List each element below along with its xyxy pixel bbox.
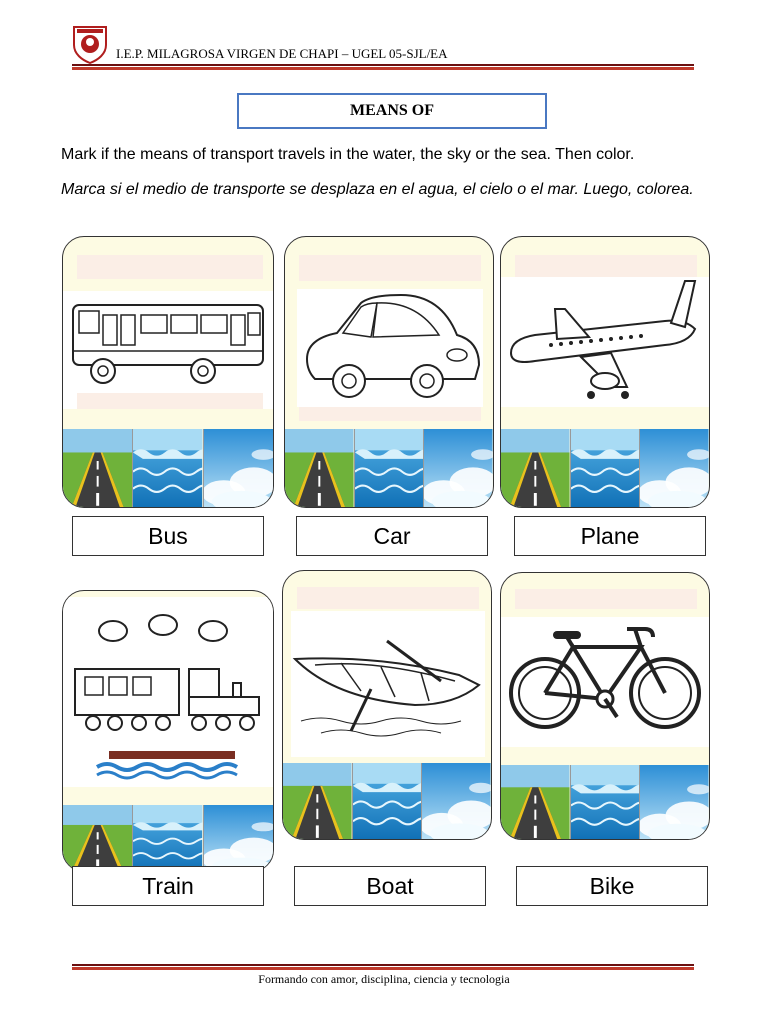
- label-train: Train: [72, 866, 264, 906]
- bus-drawing: [63, 291, 274, 409]
- sky-icon[interactable]: [204, 429, 273, 508]
- travel-options: [285, 429, 493, 508]
- car-drawing: [297, 289, 483, 407]
- sea-icon[interactable]: [133, 805, 203, 872]
- sea-icon[interactable]: [571, 765, 641, 840]
- sky-icon[interactable]: [640, 429, 709, 508]
- card-footer-band: [77, 393, 263, 409]
- footer-rule-bottom: [72, 967, 694, 970]
- instruction-spanish: Marca si el medio de transporte se desplaza en el agua, el cielo o el mar. Luego, colorea.: [61, 181, 694, 198]
- page-title: MEANS OF: [237, 93, 547, 129]
- sea-icon[interactable]: [353, 763, 423, 840]
- sky-icon[interactable]: [640, 765, 709, 840]
- sky-icon[interactable]: [422, 763, 491, 840]
- card-header-band: [77, 255, 263, 279]
- label-car: Car: [296, 516, 488, 556]
- sea-icon[interactable]: [355, 429, 425, 508]
- boat-drawing: [291, 611, 485, 757]
- card-car: [284, 236, 494, 508]
- card-footer-band: [299, 407, 481, 421]
- travel-options: [63, 805, 273, 872]
- card-header-band: [299, 255, 481, 281]
- header-school-name: I.E.P. MILAGROSA VIRGEN DE CHAPI – UGEL 05-SJL/EA: [116, 46, 448, 61]
- travel-options: [63, 429, 273, 508]
- label-plane: Plane: [514, 516, 706, 556]
- label-boat: Boat: [294, 866, 486, 906]
- card-header-band: [297, 587, 479, 609]
- card-boat: [282, 570, 492, 840]
- road-icon[interactable]: [285, 429, 355, 508]
- card-bus: [62, 236, 274, 508]
- plane-drawing: [501, 277, 710, 407]
- header-rule-bottom: [72, 67, 694, 70]
- bike-drawing: [501, 617, 710, 747]
- label-bike: Bike: [516, 866, 708, 906]
- footer-motto: Formando con amor, disciplina, ciencia y tecnologia: [258, 972, 510, 986]
- sea-icon[interactable]: [571, 429, 641, 508]
- sky-icon[interactable]: [204, 805, 273, 872]
- road-icon[interactable]: [283, 763, 353, 840]
- sea-icon[interactable]: [133, 429, 203, 508]
- train-drawing: [63, 597, 274, 787]
- header-rule-top: [72, 64, 694, 66]
- travel-options: [283, 763, 491, 840]
- road-icon[interactable]: [63, 429, 133, 508]
- card-bike: [500, 572, 710, 840]
- card-header-band: [515, 589, 697, 609]
- road-icon[interactable]: [63, 805, 133, 872]
- footer-rule-top: [72, 964, 694, 966]
- card-train: [62, 590, 274, 872]
- travel-options: [501, 429, 709, 508]
- card-plane: [500, 236, 710, 508]
- travel-options: [501, 765, 709, 840]
- road-icon[interactable]: [501, 429, 571, 508]
- sky-icon[interactable]: [424, 429, 493, 508]
- instruction-english: Mark if the means of transport travels in the water, the sky or the sea. Then color.: [61, 146, 635, 163]
- label-bus: Bus: [72, 516, 264, 556]
- road-icon[interactable]: [501, 765, 571, 840]
- school-logo: [70, 24, 110, 64]
